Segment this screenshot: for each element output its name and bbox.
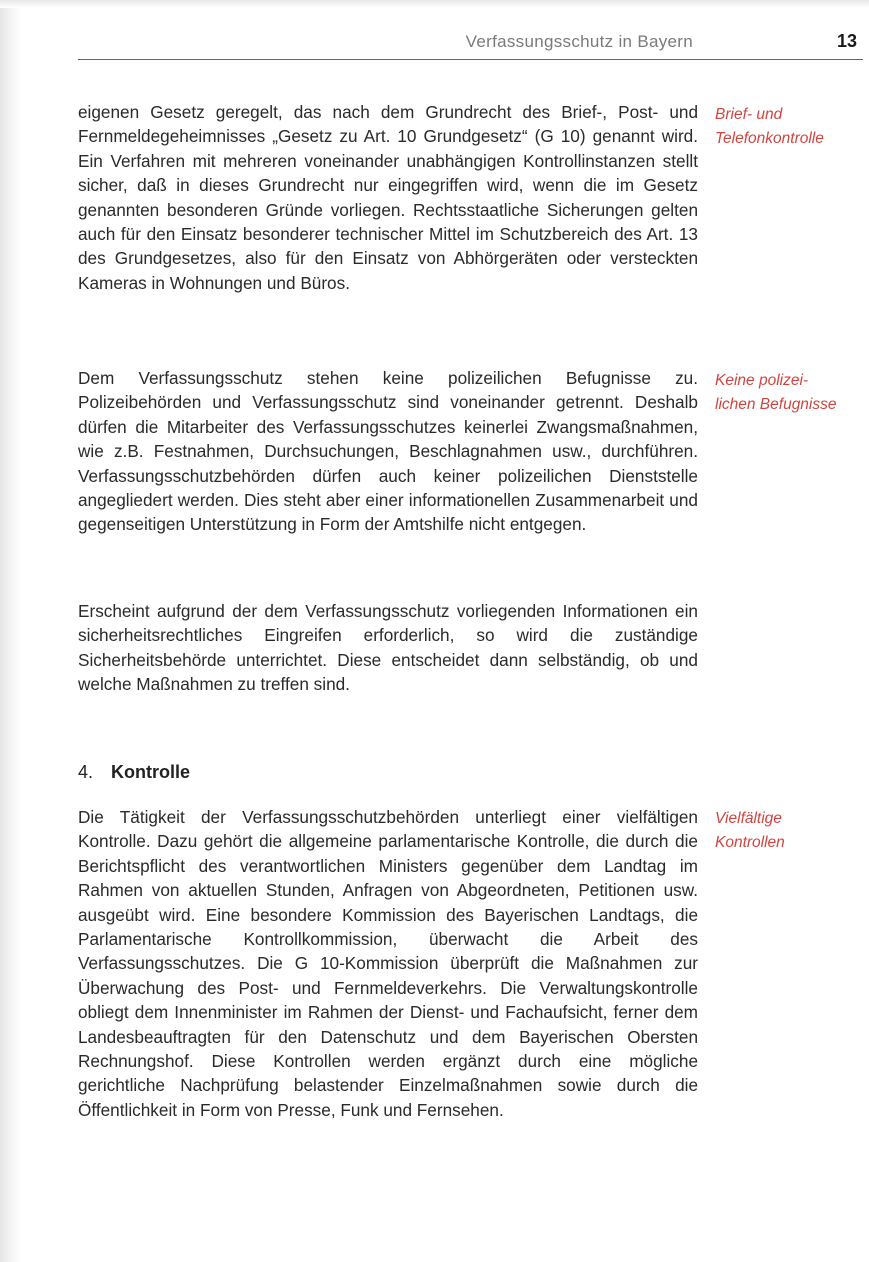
paragraph-befugnisse: Dem Verfassungsschutz stehen keine polizeilichen Befugnisse zu. Polizeibehörden und Verfassungsschutz sind voneinander getrennt. Deshalb dürfen die Mitarbeiter des Verfassungsschutzes keinerlei Zwangsmaßnahmen, wie z.B. Festnahmen, Durchsuchungen, Beschlagnahmen usw., durchführen. Verfassungsschutzbehörden dürfen auch keiner polizeilichen Dienststelle angegliedert werden. Dies steht aber einer informationellen Zusammenarbeit und gegenseitigen Unterstützung in Form der Amtshilfe nicht entgegen. xyxy=(78,368,698,535)
margin-note-line: Keine polizei- xyxy=(715,372,809,389)
paragraph-sicherheitsbehoerde: Erscheint aufgrund der dem Verfassungsschutz vorliegenden Informationen ein sicherheitsrechtliches Eingreifen erforderlich, so wird die zuständige Sicherheitsbehörde unterrichtet. Diese entscheidet dann selbständig, ob und welche Maßnahmen zu treffen sind. xyxy=(78,601,698,695)
paragraph-g10: eigenen Gesetz geregelt, das nach dem Grundrecht des Brief-, Post- und Fernmeldegeheimnisses „Gesetz zu Art. 10 Grundgesetz“ (G 10) genannt wird. Ein Verfahren mit mehreren voneinander unabhängigen Kontrollinstanzen stellt sicher, daß in dieses Grundrecht nur eingegriffen wird, wenn die im Gesetz genannten besonderen Gründe vorliegen. Rechtsstaatliche Sicherungen gelten auch für den Einsatz besonderer technischer Mittel im Schutzbereich des Art. 13 des Grundgesetzes, also für den Einsatz von Abhörgeräten oder versteckten Kameras in Wohnungen und Büros. xyxy=(78,102,698,293)
header-rule xyxy=(78,59,863,60)
margin-note-keine-befugnisse xyxy=(715,369,865,418)
margin-note-vielfaeltige-kontrollen xyxy=(715,807,865,856)
margin-note-line: Kontrollen xyxy=(715,834,785,852)
paragraph-kontrolle: Die Tätigkeit der Verfassungsschutzbehörden unterliegt einer vielfältigen Kontrolle. Dazu gehört die allgemeine parlamentarische Kontrolle, die durch die Berichtspflicht des verantwortlichen Ministers gegenüber dem Landtag im Rahmen von aktuellen Stunden, Anfragen von Abgeordneten, Petitionen usw. ausgeübt wird. Eine besondere Kommission des Bayerischen Landtags, die Parlamentarische Kontrollkommission, überwacht die Arbeit des Verfassungsschutzes. Die G 10-Kommission überprüft die Maßnahmen zur Überwachung des Post- und Fernmeldeverkehrs. Die Verwaltungskontrolle obliegt dem Innenminister im Rahmen der Dienst- und Fachaufsicht, ferner dem Landesbeauftragten für den Datenschutz und dem Bayerischen Obersten Rechnungshof. Diese Kontrollen werden ergänzt durch eine mögliche gerichtliche Nachprüfung belastender Einzelmaßnahmen sowie durch die Öffentlichkeit in Form von Presse, Funk und Fernsehen. xyxy=(78,807,698,1120)
margin-note-brief-telefon xyxy=(715,103,865,152)
margin-note-line: Vielfältige xyxy=(715,810,782,827)
running-header xyxy=(78,28,863,58)
page-top-shadow xyxy=(0,0,869,8)
running-title: Verfassungsschutz in Bayern xyxy=(465,32,693,51)
page-edge-shadow xyxy=(0,0,22,1262)
margin-note-line: lichen Befugnisse xyxy=(715,396,837,414)
page-number: 13 xyxy=(836,31,857,51)
margin-note-line: Telefonkontrolle xyxy=(715,130,824,148)
margin-note-line: Brief- und xyxy=(715,106,783,123)
section-heading xyxy=(78,762,190,783)
section-number: 4. xyxy=(78,762,94,782)
section-title: Kontrolle xyxy=(111,762,191,782)
